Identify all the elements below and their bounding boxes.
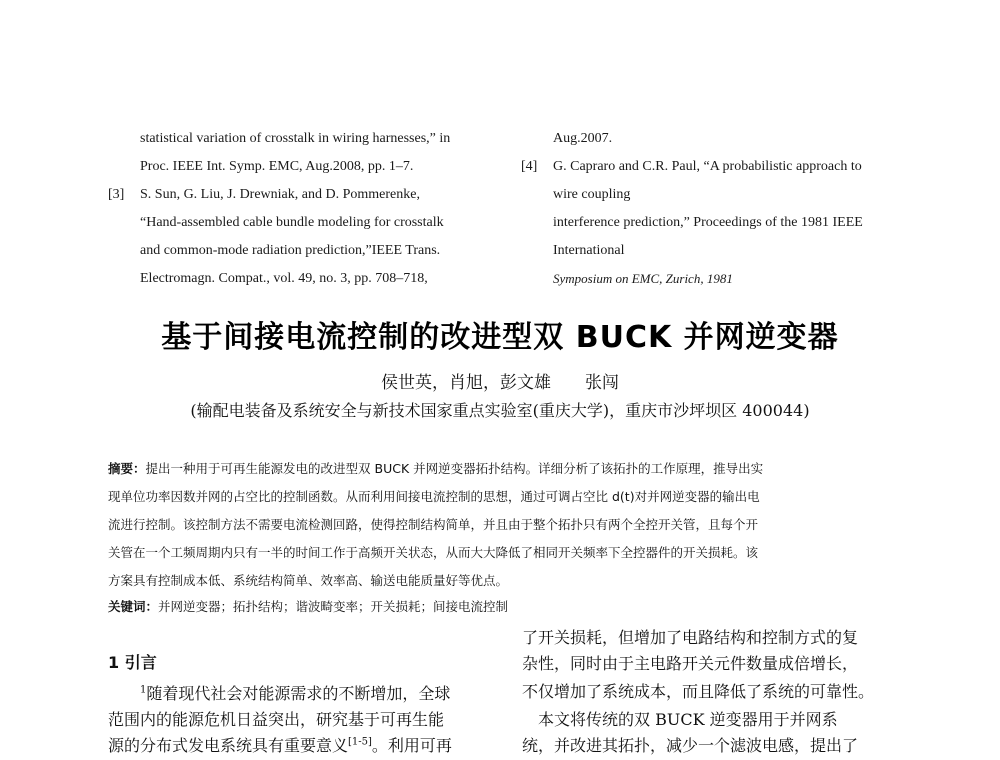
reference-line: Electromagn. Compat., vol. 49, no. 3, pp. 708–718, xyxy=(140,271,428,286)
body-text: 随着现代社会对能源需求的不断增加，全球 xyxy=(146,684,451,703)
body-line xyxy=(108,682,488,706)
abstract-line: 现单位功率因数并网的占空比的控制函数。从而利用间接电流控制的思想，通过可调占空比 d(t)对并网逆变器的输出电 xyxy=(108,489,760,504)
reference-marker: [4] xyxy=(521,159,538,174)
reference-line: statistical variation of crosstalk in wiring harnesses,” in xyxy=(140,131,451,146)
keywords-text: 并网逆变器；拓扑结构；谐波畸变率；开关损耗；间接电流控制 xyxy=(158,599,509,614)
abstract-label: 摘要： xyxy=(108,461,146,476)
body-line: 杂性，同时由于主电路开关元件数量成倍增长， xyxy=(522,654,859,673)
abstract-line: 方案具有控制成本低、系统结构简单、效率高、输送电能质量好等优点。 xyxy=(108,573,509,588)
body-line: 本文将传统的双 BUCK 逆变器用于并网系 xyxy=(522,710,838,729)
abstract-line xyxy=(108,460,898,478)
reference-marker: [3] xyxy=(108,187,125,202)
reference-line: wire coupling xyxy=(553,187,631,202)
reference-line: International xyxy=(553,243,625,258)
reference-line: Aug.2007. xyxy=(553,131,613,146)
reference-line: G. Capraro and C.R. Paul, “A probabilistic approach to xyxy=(553,159,862,174)
reference-line: “Hand-assembled cable bundle modeling for crosstalk xyxy=(140,215,444,230)
abstract-text: 提出一种用于可再生能源发电的改进型双 BUCK 并网逆变器拓扑结构。详细分析了该拓扑的工作原理，推导出实 xyxy=(145,461,764,476)
body-line: 统，并改进其拓扑，减少一个滤波电感，提出了 xyxy=(522,736,859,755)
paper-title: 基于间接电流控制的改进型双 BUCK 并网逆变器 xyxy=(161,320,839,355)
keywords-label: 关键词： xyxy=(108,599,159,614)
abstract-line: 关管在一个工频周期内只有一半的时间工作于高频开关状态，从而大大降低了相同开关频率下全控器件的开关损耗。该 xyxy=(108,545,759,560)
citation-marker: 1 xyxy=(140,684,147,696)
author-list: 侯世英，肖旭，彭文雄 张闯 xyxy=(381,373,619,393)
body-line: 不仅增加了系统成本，而且降低了系统的可靠性。 xyxy=(522,682,875,701)
reference-line: S. Sun, G. Liu, J. Drewniak, and D. Pommerenke, xyxy=(140,187,420,202)
reference-line: Proc. IEEE Int. Symp. EMC, Aug.2008, pp. 1–7. xyxy=(140,159,414,174)
body-line: 了开关损耗，但增加了电路结构和控制方式的复 xyxy=(522,628,859,647)
body-line: 范围内的能源危机日益突出，研究基于可再生能 xyxy=(108,710,445,729)
section-heading: 1 引言 xyxy=(108,653,157,672)
body-text: 。利用可再 xyxy=(371,736,452,755)
citation-marker: [1-5] xyxy=(348,736,372,748)
body-line xyxy=(108,734,488,758)
affiliation: (输配电装备及系统安全与新技术国家重点实验室(重庆大学)，重庆市沙坪坝区 400044) xyxy=(190,401,810,420)
reference-line: Symposium on EMC, Zurich, 1981 xyxy=(553,271,733,286)
reference-line: interference prediction,” Proceedings of the 1981 IEEE xyxy=(553,215,863,230)
keywords-line xyxy=(108,598,898,616)
reference-line: and common-mode radiation prediction,”IEEE Trans. xyxy=(140,243,441,258)
abstract-line: 流进行控制。该控制方法不需要电流检测回路，使得控制结构简单，并且由于整个拓扑只有两个全控开关管，且每个开 xyxy=(108,517,759,532)
body-text: 源的分布式发电系统具有重要意义 xyxy=(108,736,349,755)
